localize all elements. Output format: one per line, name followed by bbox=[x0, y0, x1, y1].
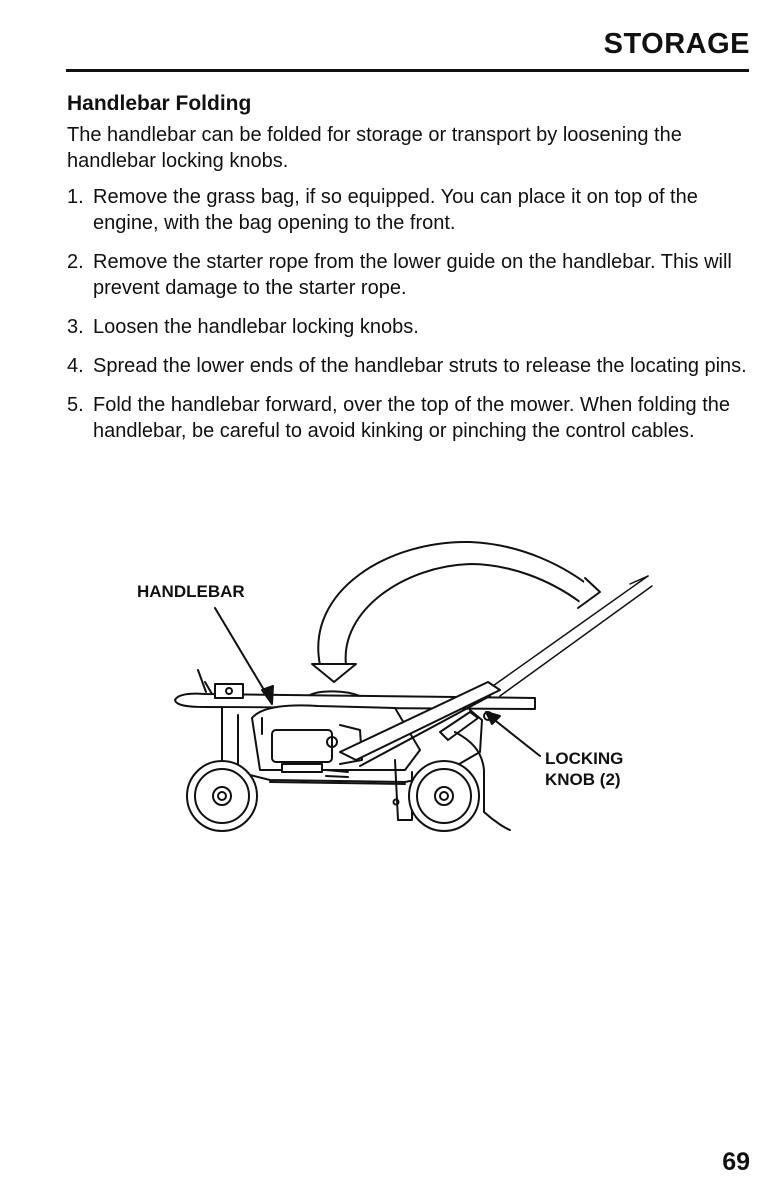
step-text: Spread the lower ends of the handlebar struts to release the locating pins. bbox=[93, 355, 747, 377]
header-rule bbox=[66, 69, 749, 72]
step-text: Remove the starter rope from the lower guide on the handlebar. This will prevent damage to the starter rope. bbox=[93, 251, 732, 299]
front-wheel-icon bbox=[187, 761, 257, 831]
page-number: 69 bbox=[722, 1148, 750, 1176]
step-number: 1. bbox=[67, 186, 84, 208]
knob-leader-line bbox=[492, 718, 540, 756]
locking-knob-label-line1: LOCKING bbox=[545, 749, 624, 768]
step-number: 4. bbox=[67, 355, 84, 377]
mower-illustration bbox=[0, 520, 778, 860]
fold-arrow-icon bbox=[312, 542, 600, 682]
step-item bbox=[67, 392, 747, 444]
intro-paragraph: The handlebar can be folded for storage or transport by loosening the handlebar locking knobs. bbox=[67, 124, 682, 172]
locking-knob-label-line2: KNOB (2) bbox=[545, 770, 621, 789]
rear-wheel-icon bbox=[409, 761, 479, 831]
step-number: 3. bbox=[67, 316, 84, 338]
step-text: Fold the handlebar forward, over the top of the mower. When folding the handlebar, be careful to avoid kinking or pinching the control cables. bbox=[93, 394, 731, 442]
section-title: STORAGE bbox=[603, 28, 750, 60]
step-item bbox=[67, 314, 747, 340]
step-number: 2. bbox=[67, 251, 84, 273]
step-item bbox=[67, 249, 747, 301]
handlebar-label: HANDLEBAR bbox=[137, 582, 245, 601]
step-text: Loosen the handlebar locking knobs. bbox=[93, 316, 419, 338]
step-text: Remove the grass bag, if so equipped. You can place it on top of the engine, with the bag opening to the front. bbox=[93, 186, 698, 234]
steps-list bbox=[67, 184, 747, 444]
step-item bbox=[67, 353, 747, 379]
locking-knob-label bbox=[545, 748, 623, 790]
step-number: 5. bbox=[67, 394, 84, 416]
step-item bbox=[67, 184, 747, 236]
mower-figure bbox=[0, 520, 778, 860]
section-heading: Handlebar Folding bbox=[67, 92, 252, 115]
